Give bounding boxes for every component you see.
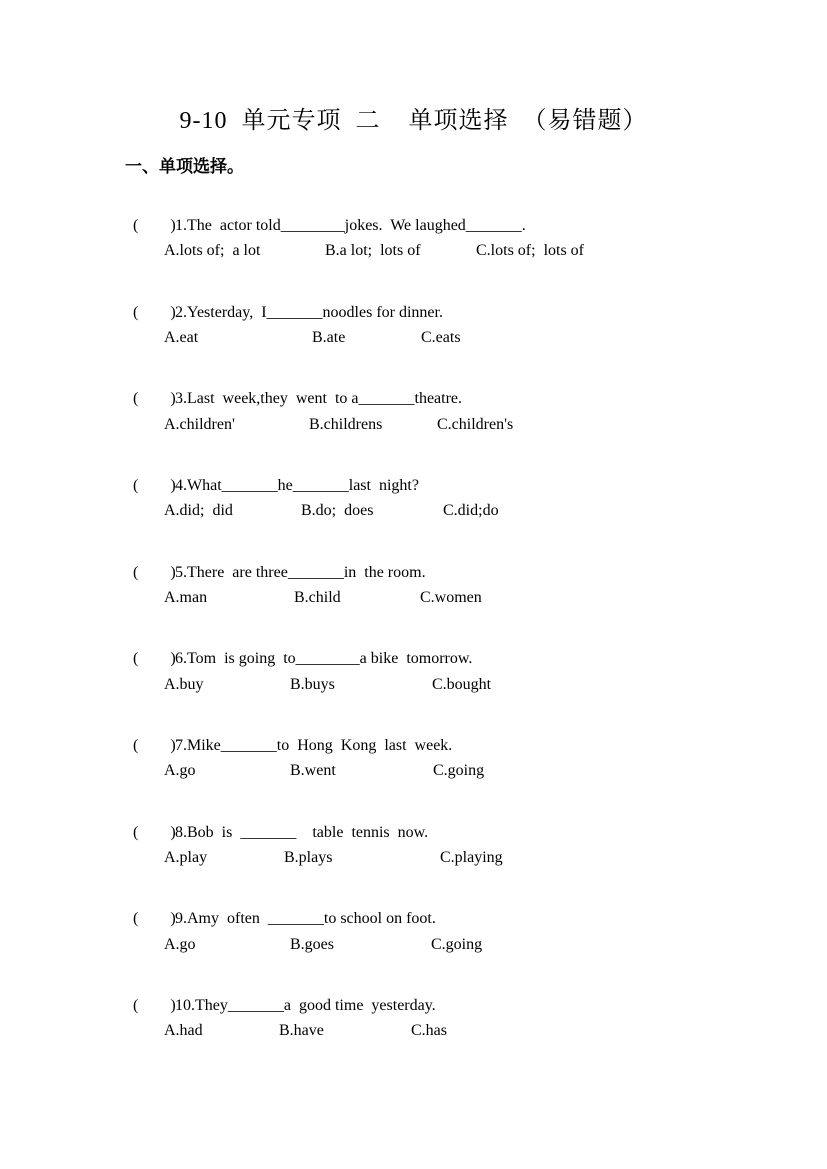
question-stem: 5.There are three_______in the room.: [175, 564, 426, 581]
option-a: A.go: [164, 762, 196, 779]
option-c: C.eats: [421, 329, 461, 346]
answer-bracket[interactable]: ( ): [133, 650, 176, 667]
answer-bracket[interactable]: ( ): [133, 910, 176, 927]
answer-bracket[interactable]: ( ): [133, 737, 176, 754]
question-4: [125, 459, 419, 495]
option-a: A.did; did: [164, 502, 233, 519]
question-8: [125, 806, 428, 842]
question-stem: 8.Bob is _______ table tennis now.: [175, 824, 429, 841]
option-c: C.has: [411, 1022, 447, 1039]
option-b: B.child: [294, 589, 341, 606]
question-stem: 1.The actor told________jokes. We laughed_______.: [175, 217, 526, 234]
question-5: [125, 546, 426, 582]
option-b: B.childrens: [309, 416, 383, 433]
option-a: A.eat: [164, 329, 199, 346]
answer-bracket[interactable]: ( ): [133, 304, 176, 321]
answer-bracket[interactable]: ( ): [133, 390, 176, 407]
option-b: B.plays: [284, 849, 333, 866]
section-heading: 一、单项选择。: [125, 157, 244, 177]
option-a: A.lots of; a lot: [164, 242, 261, 259]
option-c: C.did;do: [443, 502, 499, 519]
option-c: C.lots of; lots of: [476, 242, 585, 259]
option-b: B.ate: [312, 329, 346, 346]
question-3: [125, 372, 462, 408]
answer-bracket[interactable]: ( ): [133, 997, 176, 1014]
option-c: C.going: [431, 936, 483, 953]
option-b: B.buys: [290, 676, 335, 693]
option-a: A.play: [164, 849, 208, 866]
option-a: A.man: [164, 589, 208, 606]
option-c: C.children's: [437, 416, 514, 433]
question-stem: 7.Mike_______to Hong Kong last week.: [175, 737, 453, 754]
option-b: B.went: [290, 762, 336, 779]
option-c: C.going: [433, 762, 485, 779]
question-1: [125, 199, 526, 235]
question-9: [125, 892, 436, 928]
option-a: A.had: [164, 1022, 203, 1039]
question-stem: 10.They_______a good time yesterday.: [175, 997, 436, 1014]
answer-bracket[interactable]: ( ): [133, 477, 176, 494]
question-10: [125, 979, 436, 1015]
answer-bracket[interactable]: ( ): [133, 824, 176, 841]
option-a: A.buy: [164, 676, 204, 693]
question-7: [125, 719, 452, 755]
option-a: A.go: [164, 936, 196, 953]
page-title: 9-10 单元专项 二 单项选择 （易错题）: [179, 108, 648, 134]
option-b: B.a lot; lots of: [325, 242, 421, 259]
option-b: B.do; does: [301, 502, 374, 519]
option-c: C.bought: [432, 676, 492, 693]
question-2: [125, 286, 443, 322]
question-stem: 4.What_______he_______last night?: [175, 477, 419, 494]
option-c: C.women: [420, 589, 482, 606]
answer-bracket[interactable]: ( ): [133, 564, 176, 581]
question-stem: 2.Yesterday, I_______noodles for dinner.: [175, 304, 443, 321]
question-stem: 3.Last week,they went to a_______theatre.: [175, 390, 463, 407]
question-6: [125, 632, 472, 668]
option-b: B.goes: [290, 936, 334, 953]
option-a: A.children': [164, 416, 235, 433]
question-stem: 6.Tom is going to________a bike tomorrow.: [175, 650, 473, 667]
question-stem: 9.Amy often _______to school on foot.: [175, 910, 436, 927]
option-c: C.playing: [440, 849, 503, 866]
option-b: B.have: [279, 1022, 324, 1039]
answer-bracket[interactable]: ( ): [133, 217, 176, 234]
